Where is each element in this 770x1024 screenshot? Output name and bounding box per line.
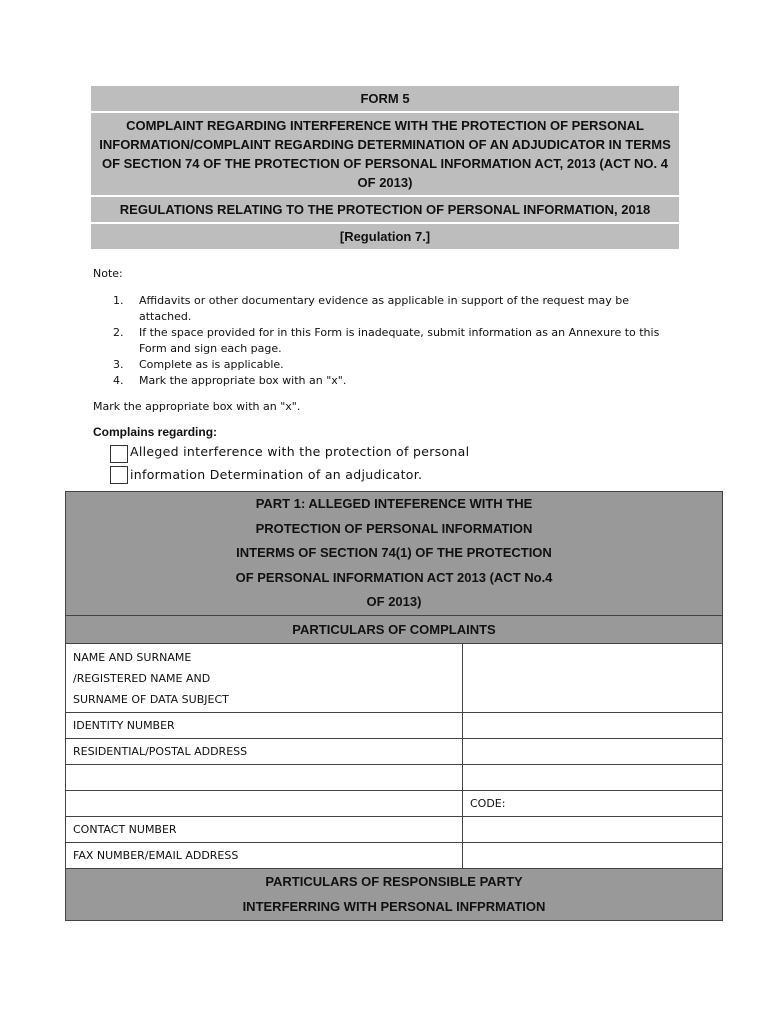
part1-heading-line: OF 2013) [366,594,422,610]
notes-list [113,293,673,389]
responsible-party-heading [66,869,723,921]
note-label: Note: [93,267,123,280]
mark-instruction: Mark the appropriate box with an "x". [93,400,301,413]
code-field[interactable]: CODE: [463,791,723,817]
particulars-table [65,491,723,921]
fax-email-label: FAX NUMBER/EMAIL ADDRESS [66,843,463,869]
part1-heading-line: PROTECTION OF PERSONAL INFORMATION [255,520,533,536]
part1-heading-line: OF PERSONAL INFORMATION ACT 2013 (ACT No.4 [235,569,553,585]
address-field[interactable] [463,739,723,765]
part1-heading-line: INTERMS OF SECTION 74(1) OF THE PROTECTION [236,545,552,561]
form-number: FORM 5 [91,86,679,113]
note-number: 3. [113,358,124,371]
note-text: Complete as is applicable. [139,358,284,371]
form-title: COMPLAINT REGARDING INTERFERENCE WITH THE PROTECTION OF PERSONAL INFORMATION/COMPLAINT REGARDING DETERMINATION OF AN ADJUDICATOR IN TERMS OF SECTION 74 OF THE PROTECTION OF PERSONAL INFORMATION ACT, 2013 (ACT NO. 4 OF 2013) [91,113,679,197]
table-row [66,843,723,869]
address-label: RESIDENTIAL/POSTAL ADDRESS [66,739,463,765]
particulars-heading: PARTICULARS OF COMPLAINTS [66,616,723,644]
address-line-3-field[interactable] [66,791,463,817]
responsible-party-heading-line: PARTICULARS OF RESPONSIBLE PARTY [265,874,523,890]
address-line-2-field[interactable] [66,765,463,791]
name-label-line: /REGISTERED NAME AND [73,671,211,685]
contact-number-field[interactable] [463,817,723,843]
name-label-line: NAME AND SURNAME [73,650,192,664]
note-text: Affidavits or other documentary evidence as applicable in support of the request may be attached. [139,294,629,323]
fax-email-field[interactable] [463,843,723,869]
identity-number-field[interactable] [463,713,723,739]
identity-number-label: IDENTITY NUMBER [66,713,463,739]
note-number: 4. [113,374,124,387]
interference-checkbox[interactable] [110,445,128,463]
adjudicator-checkbox[interactable] [110,466,128,484]
list-item [113,293,673,325]
form-header [91,86,679,249]
table-row [66,644,723,713]
list-item [113,357,673,373]
interference-option-label: Alleged interference with the protection of personal [130,444,470,459]
name-field[interactable] [463,644,723,713]
responsible-party-heading-line: INTERFERRING WITH PERSONAL INFPRMATION [242,898,546,914]
name-label-line: SURNAME OF DATA SUBJECT [73,692,229,706]
table-row [66,739,723,765]
adjudicator-option-label: information Determination of an adjudicator. [130,467,423,482]
regulations-title: REGULATIONS RELATING TO THE PROTECTION OF PERSONAL INFORMATION, 2018 [91,197,679,224]
table-row [66,791,723,817]
table-row [66,713,723,739]
regulation-reference: [Regulation 7.] [339,229,431,244]
list-item [113,373,673,389]
address-line-2-extra-field[interactable] [463,765,723,791]
complains-label: Complains regarding: [93,425,218,439]
contact-number-label: CONTACT NUMBER [66,817,463,843]
note-number: 1. [113,294,124,307]
note-text: Mark the appropriate box with an "x". [139,374,347,387]
list-item [113,325,673,357]
part1-heading [66,492,723,616]
table-row [66,817,723,843]
part1-heading-line: PART 1: ALLEGED INTEFERENCE WITH THE [255,496,533,512]
table-row [66,765,723,791]
note-number: 2. [113,326,124,339]
name-label [66,644,463,713]
note-text: If the space provided for in this Form is inadequate, submit information as an Annexure to this Form and sign each page. [139,326,660,355]
